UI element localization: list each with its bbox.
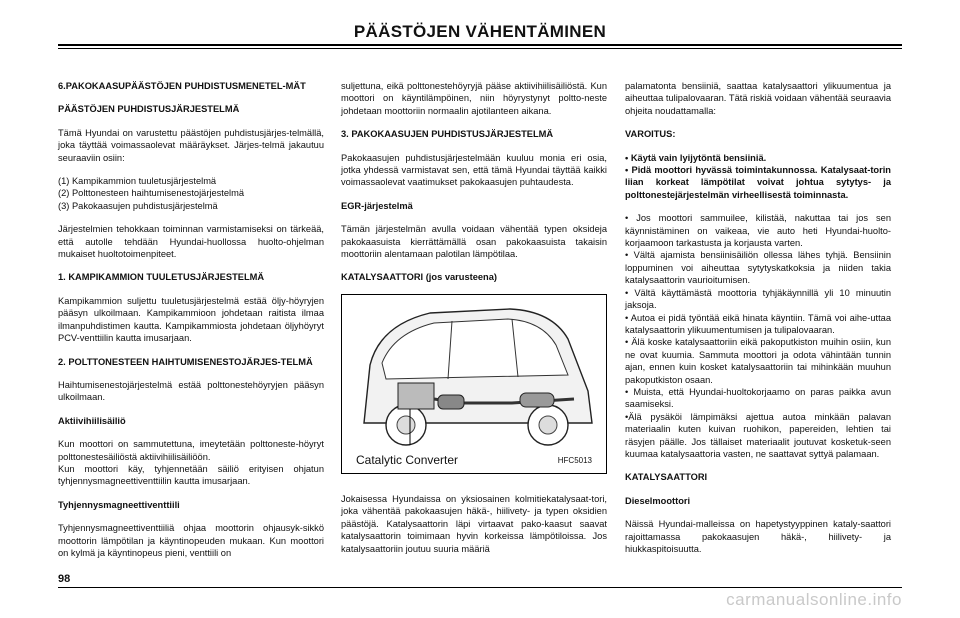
column-middle [341, 80, 607, 295]
list-item: (3) Pakokaasujen puhdistusjärjestelmä [58, 200, 218, 211]
page-title: PÄÄSTÖJEN VÄHENTÄMINEN [353, 22, 607, 41]
section-heading: KATALYSAATTORI (jos varusteena) [341, 272, 498, 283]
bullet-item: • Vältä ajamista bensiinisäiliön ollessa lähes tyhjä. Bensiinin loppuminen voi aiheuttaa sytytyskatkoksia ja niiden takia katalysaattorin vaurioitumisen. [625, 250, 891, 286]
section-heading: 3. PAKOKAASUJEN PUHDISTUSJÄRJESTELMÄ [341, 129, 554, 140]
paragraph: Tyhjennysmagneettiventtiiliä ohjaa moottorin ohjausyk-sikkö moottorin lämpötilan ja käyntinopeuden mukaan. Kun moottori on kylmä ja käyntinopeus pieni, venttiili on [58, 523, 324, 558]
column-middle-bottom [341, 493, 607, 566]
watermark: carmanualsonline.info [726, 590, 902, 609]
subheading: Tyhjennysmagneettiventtiili [58, 499, 180, 510]
figure-caption: Catalytic Converter [356, 453, 459, 467]
catalytic-converter-figure [341, 294, 607, 474]
paragraph: Tämän järjestelmän avulla voidaan vähentää typen oksideja pakokaasuista kierrättämällä osan pakokaasuista takaisin moottoriin alentamaan palotilan lämpötilaa. [341, 224, 607, 260]
paragraph: Kun moottori on sammutettuna, imeytetään polttoneste-höyryt polttonestesäiliöstä aktiivihiilisäiliöön. [58, 439, 324, 462]
section-heading: PÄÄSTÖJEN PUHDISTUSJÄRJESTELMÄ [58, 104, 240, 115]
paragraph: Pakokaasujen puhdistusjärjestelmään kuuluu monia eri osia, jotka yhdessä varmistavat sen, että tämä Hyundai täyttää kaikki voimassaolevat vaatimukset pakokaasujen puhtaudesta. [341, 152, 607, 188]
section-heading: 1. KAMPIKAMMION TUULETUSJÄRJESTELMÄ [58, 272, 265, 283]
paragraph: Haihtumisenestojärjestelmä estää polttonestehöyryjen pääsyn ulkoilmaan. [58, 379, 324, 403]
list-item: (1) Kampikammion tuuletusjärjestelmä [58, 176, 217, 187]
warning-item: • Pidä moottori hyvässä toimintakunnossa. Katalysaat-torin liian korkeat lämpötilat voivat johtua sytytys- ja polttonestejärjestelmän virheellisestä toiminnasta. [625, 165, 891, 200]
subheading: Aktiivihiilisäiliö [58, 415, 126, 426]
paragraph: suljettuna, eikä polttonestehöyryjä pääse aktiivihiilisäiliöstä. Kun moottori on käyntilämpöinen, niin höyrystynyt poltto-neste johdetaan moottoriin normaalin ajotilanteen aikana. [341, 81, 607, 116]
column-right [625, 80, 891, 566]
paragraph: Tämä Hyundai on varustettu päästöjen puhdistusjärjes-telmällä, joka täyttää voimassaolevat määräykset. Järjes-telmä jakautuu seuraaviin osiin: [58, 127, 324, 163]
section-heading: KATALYSAATTORI [625, 472, 708, 483]
bullet-item: • Vältä käyttämästä moottoria tyhjäkäynnillä yli 10 minuutin jaksoja. [625, 287, 891, 311]
paragraph: Näissä Hyundai-malleissa on hapetystyyppinen kataly-saattori rajoittamassa pakokaasujen häkä-, hiilivety- ja hiukkaspitoisuutta. [625, 519, 891, 554]
page-number: 98 [58, 573, 71, 585]
bullet-item: •Älä pysäköi lämpimäksi ajettua autoa minkään palavan materiaalin kuten kuivan ruohikon, papereiden, lehtien tai räsyjen päälle. Jos tällaiset materiaalit joutuvat kosketuk-seen kuumaa katalysaattoria vasten, ne saattavat syttyä palamaan. [625, 411, 891, 459]
column-left [58, 80, 324, 570]
paragraph: Kampikammion suljettu tuuletusjärjestelmä estää öljy-höyryjen pääsyn ulkoilmaan. Kampikammioon johdetaan raitista ilmaa ilmanpuhdistimen kautta. Kampikammiosta johdetaan öljyhöyryt PCV-venttiilin kautta imusarjaan. [58, 295, 324, 344]
bullet-item: • Muista, että Hyundai-huoltokorjaamo on paras paikka avun saamiseksi. [625, 386, 891, 410]
paragraph: Kun moottori käy, tyhjennetään säiliö erityisen ohjatun tyhjennysmagneettiventtiilin kautta imusarjaan. [58, 463, 324, 487]
subheading: Dieselmoottori [625, 495, 691, 506]
header-rule [58, 44, 902, 46]
section-heading: 6.PAKOKAASUPÄÄSTÖJEN PUHDISTUSMENETEL-MÄT [58, 81, 306, 91]
figure-code: HFC5013 [557, 456, 592, 465]
system-list [58, 175, 324, 212]
bullet-item: • Älä koske katalysaattoriin eikä pakoputkiston muihin osiin, kun ne ovat kuumia. Sammuta moottori ja odota vähintään tunnin ajan, ennen kuin kosket katalysaattoriin tai mihinkään muuhun pakoputkiston osaan. [625, 337, 891, 385]
bullet-item: • Autoa ei pidä työntää eikä hinata käyntiin. Tämä voi aihe-uttaa katalysaattorin ylikuumentumisen ja tulipalovaaran. [625, 312, 891, 335]
list-item: (2) Polttonesteen haihtumisenestojärjestelmä [58, 188, 245, 199]
header-rule-thin [58, 48, 902, 49]
paragraph: Järjestelmien tehokkaan toiminnan varmistamiseksi on tärkeää, että autolle tehdään Hyundai-huollossa huolto-ohjelman mukaiset huoltotoimenpiteet. [58, 224, 324, 260]
bullet-item: • Jos moottori sammuilee, kilistää, nakuttaa tai jos sen käynnistäminen on vaikeaa, vie auto heti Hyundai-huolto-korjaamoon tarkastusta ja korjausta varten. [625, 213, 891, 249]
paragraph: Jokaisessa Hyundaissa on yksiosainen kolmitiekatalysaat-tori, joka vähentää pakokaasujen häkä-, hiilivety- ja typen oksidien päästöjä. Katalysaattorin läpi virtaavat pako-kaasut saavat katalysaattorin toimimaan hyvin korkeissa lämpötiloissa. Jos katalysaattoriin joutuu suuria määriä [341, 494, 607, 554]
paragraph: palamatonta bensiiniä, saattaa katalysaattori ylikuumentua ja aiheuttaa tulipalovaaran. Tätä riskiä voidaan vähentää seuraavia ohjeita noudattamalla: [625, 81, 891, 116]
section-heading: 2. POLTTONESTEEN HAIHTUMISENESTOJÄRJES-TELMÄ [58, 356, 313, 367]
car-illustration [342, 295, 607, 474]
footer-rule [58, 587, 902, 588]
warning-item: • Käytä vain lyijytöntä bensiiniä. [625, 152, 767, 163]
subheading: EGR-järjestelmä [341, 200, 413, 211]
warning-heading: VAROITUS: [625, 129, 676, 140]
